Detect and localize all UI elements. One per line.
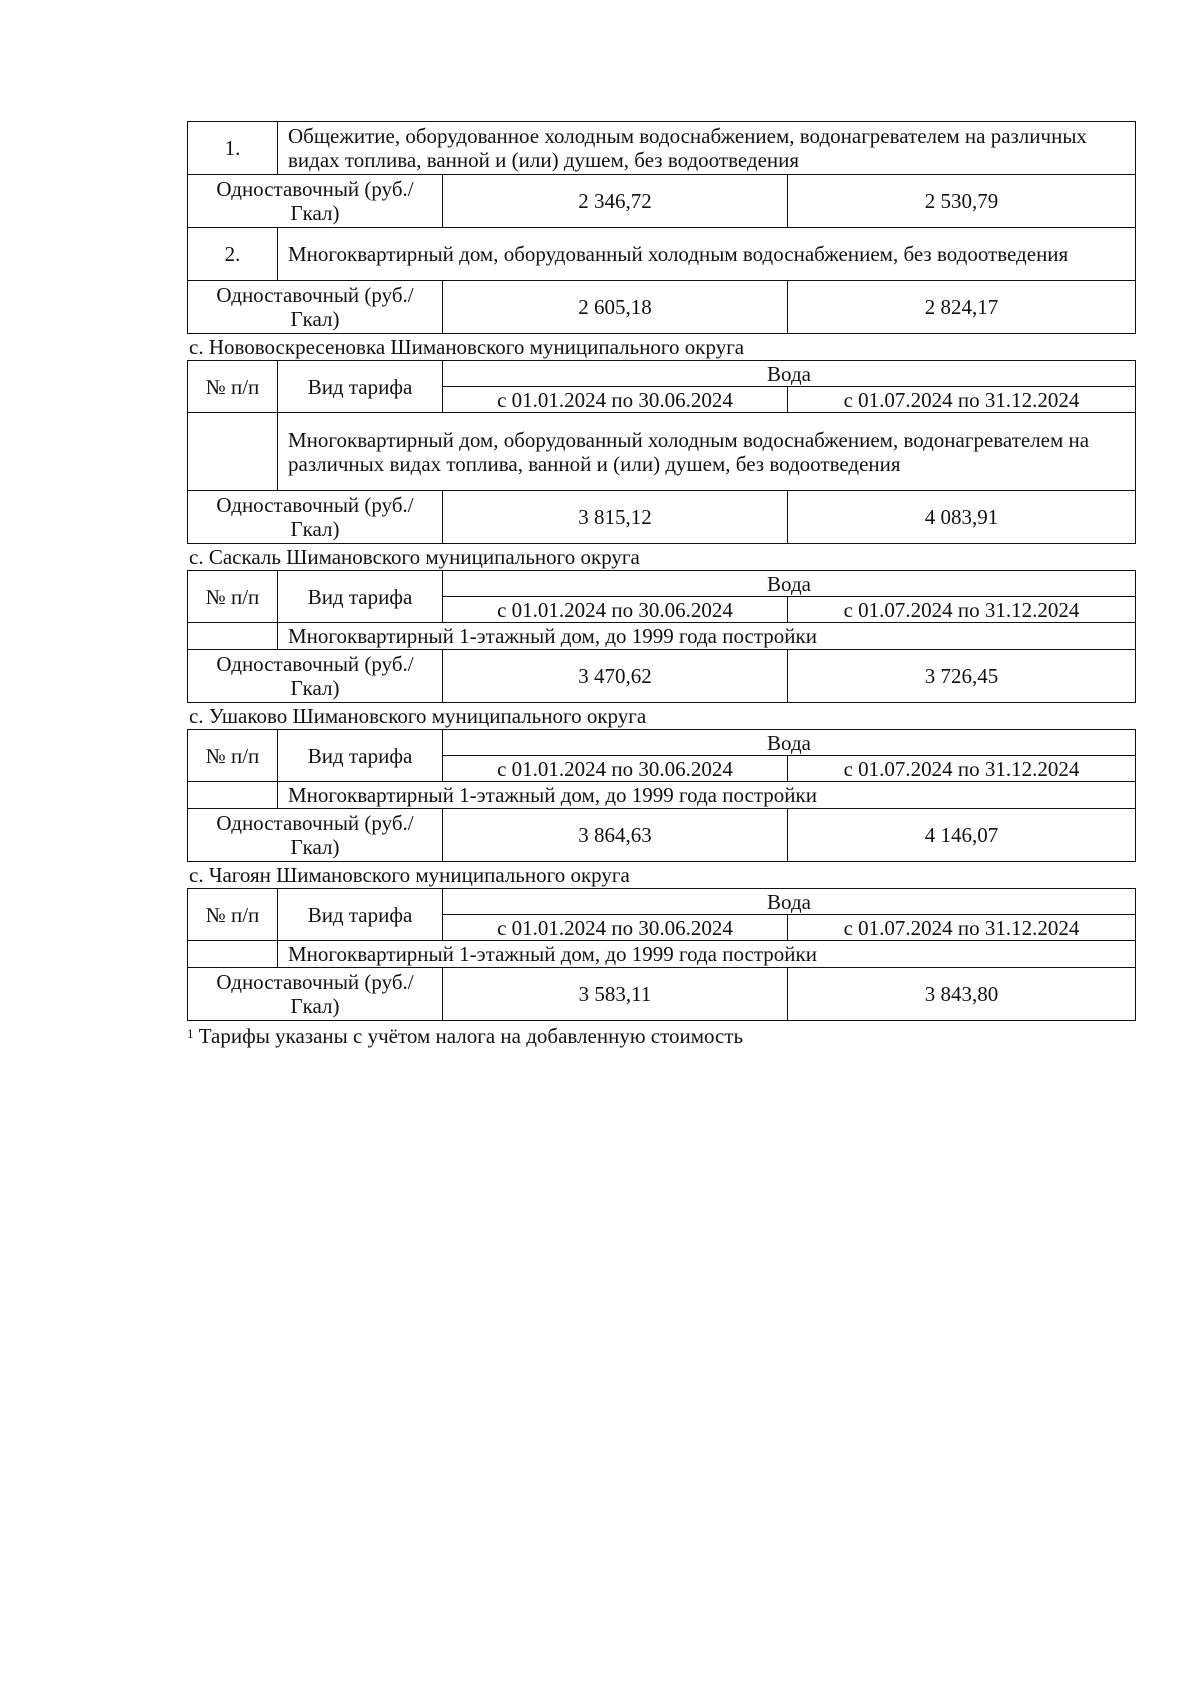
column-header-period-1: с 01.01.2024 по 30.06.2024	[443, 387, 788, 413]
tariff-value-h1: 3 470,62	[443, 650, 788, 703]
tariff-value-h1: 2 346,72	[443, 175, 788, 228]
table-header-row	[188, 571, 1136, 597]
table-row	[188, 650, 1136, 703]
table-header-row	[188, 361, 1136, 387]
column-header-tariff-type: Вид тарифа	[278, 571, 443, 623]
row-number	[188, 623, 278, 650]
table-row	[188, 175, 1136, 228]
tariff-table	[187, 360, 1136, 544]
document-body	[187, 121, 1135, 1049]
tariff-type: Одноставочный (руб./Гкал)	[188, 281, 443, 334]
tariff-type: Одноставочный (руб./Гкал)	[188, 968, 443, 1021]
footnote	[187, 1023, 1135, 1049]
column-header-tariff-type: Вид тарифа	[278, 889, 443, 941]
column-header-tariff-type: Вид тарифа	[278, 730, 443, 782]
consumer-category: Многоквартирный 1-этажный дом, до 1999 года постройки	[278, 623, 1136, 650]
column-header-period-2: с 01.07.2024 по 31.12.2024	[788, 756, 1136, 782]
column-header-period-1: с 01.01.2024 по 30.06.2024	[443, 915, 788, 941]
consumer-category: Многоквартирный 1-этажный дом, до 1999 года постройки	[278, 941, 1136, 968]
column-header-number: № п/п	[188, 889, 278, 941]
table-row	[188, 782, 1136, 809]
row-number: 2.	[188, 228, 278, 281]
tariff-type: Одноставочный (руб./Гкал)	[188, 809, 443, 862]
column-header-number: № п/п	[188, 361, 278, 413]
section-caption: с. Чагоян Шимановского муниципального округа	[189, 863, 630, 887]
tariff-value-h2: 2 530,79	[788, 175, 1136, 228]
column-group-water: Вода	[443, 730, 1136, 756]
tariff-type: Одноставочный (руб./Гкал)	[188, 650, 443, 703]
tariff-value-h2: 4 083,91	[788, 491, 1136, 544]
footnote-mark: 1	[187, 1026, 194, 1041]
table-row	[188, 228, 1136, 281]
column-group-water: Вода	[443, 889, 1136, 915]
table-row	[188, 122, 1136, 175]
tariff-value-h2: 3 843,80	[788, 968, 1136, 1021]
tariff-table	[187, 570, 1136, 703]
consumer-category: Многоквартирный 1-этажный дом, до 1999 года постройки	[278, 782, 1136, 809]
tariff-value-h1: 3 815,12	[443, 491, 788, 544]
table-row	[188, 491, 1136, 544]
section-caption: с. Ушаково Шимановского муниципального округа	[189, 704, 647, 728]
column-header-period-1: с 01.01.2024 по 30.06.2024	[443, 597, 788, 623]
section-caption: с. Саскаль Шимановского муниципального округа	[189, 545, 640, 569]
section-caption: с. Нововоскресеновка Шимановского муниципального округа	[189, 335, 745, 359]
tariff-table-continued	[187, 121, 1136, 334]
tariff-value-h2: 4 146,07	[788, 809, 1136, 862]
table-row	[188, 413, 1136, 491]
table-header-row	[188, 730, 1136, 756]
column-header-number: № п/п	[188, 730, 278, 782]
consumer-category: Общежитие, оборудованное холодным водоснабжением, водонагревателем на различных видах топлива, ванной и (или) душем, без водоотведения	[278, 122, 1136, 175]
tariff-value-h1: 3 583,11	[443, 968, 788, 1021]
column-group-water: Вода	[443, 571, 1136, 597]
column-header-number: № п/п	[188, 571, 278, 623]
table-header-row	[188, 889, 1136, 915]
column-header-period-1: с 01.01.2024 по 30.06.2024	[443, 756, 788, 782]
row-number	[188, 413, 278, 491]
column-header-tariff-type: Вид тарифа	[278, 361, 443, 413]
column-header-period-2: с 01.07.2024 по 31.12.2024	[788, 915, 1136, 941]
row-number	[188, 782, 278, 809]
row-number	[188, 941, 278, 968]
column-group-water: Вода	[443, 361, 1136, 387]
tariff-type: Одноставочный (руб./Гкал)	[188, 175, 443, 228]
footnote-text: Тарифы указаны с учётом налога на добавленную стоимость	[198, 1024, 744, 1048]
column-header-period-2: с 01.07.2024 по 31.12.2024	[788, 387, 1136, 413]
row-number: 1.	[188, 122, 278, 175]
column-header-period-2: с 01.07.2024 по 31.12.2024	[788, 597, 1136, 623]
tariff-value-h2: 2 824,17	[788, 281, 1136, 334]
tariff-value-h1: 3 864,63	[443, 809, 788, 862]
table-row	[188, 968, 1136, 1021]
tariff-type: Одноставочный (руб./Гкал)	[188, 491, 443, 544]
tariff-table	[187, 729, 1136, 862]
table-row	[188, 623, 1136, 650]
consumer-category: Многоквартирный дом, оборудованный холодным водоснабжением, без водоотведения	[278, 228, 1136, 281]
tariff-value-h2: 3 726,45	[788, 650, 1136, 703]
table-row	[188, 809, 1136, 862]
tariff-table	[187, 888, 1136, 1021]
consumer-category: Многоквартирный дом, оборудованный холодным водоснабжением, водонагревателем на различных видах топлива, ванной и (или) душем, без водоотведения	[278, 413, 1136, 491]
tariff-value-h1: 2 605,18	[443, 281, 788, 334]
table-row	[188, 941, 1136, 968]
table-row	[188, 281, 1136, 334]
